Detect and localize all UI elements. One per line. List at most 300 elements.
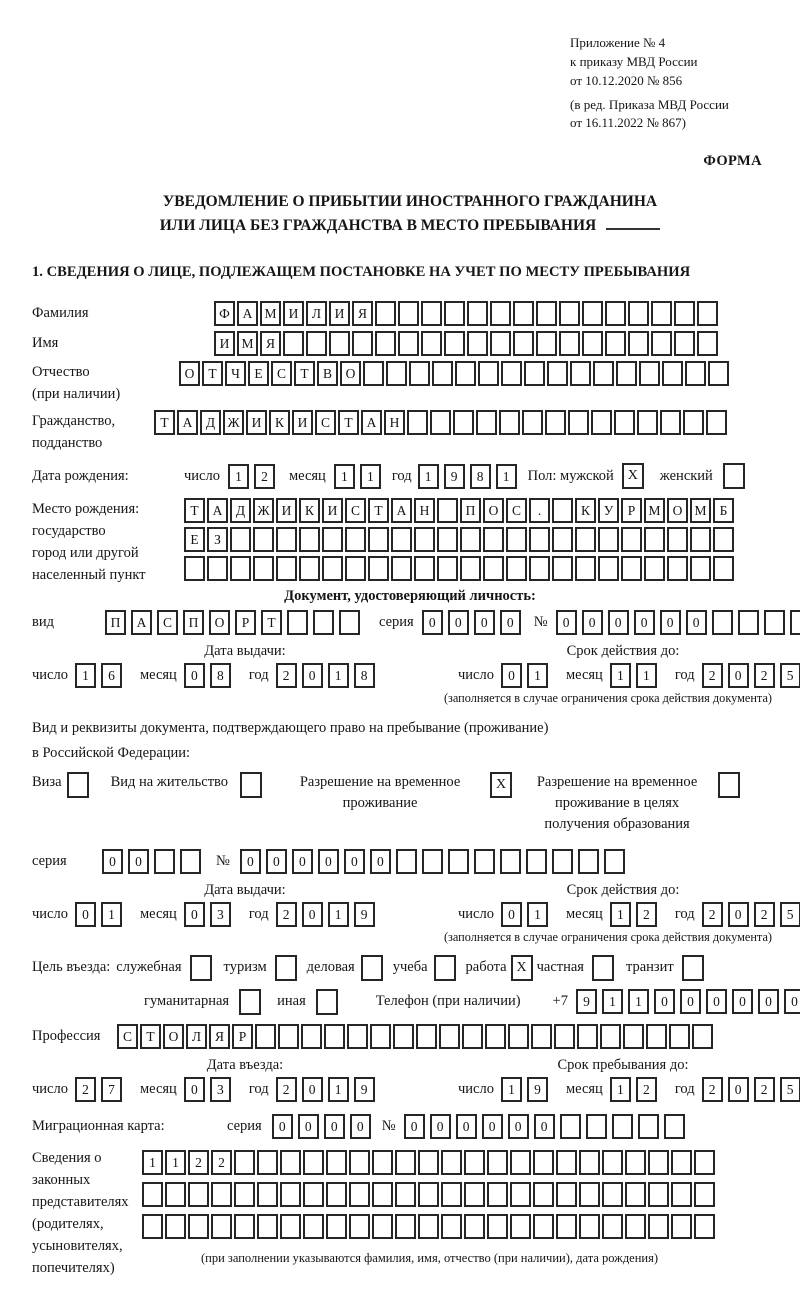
residence-expiry-month-cells[interactable] [610,902,662,927]
char-cell[interactable]: 0 [758,989,779,1014]
char-cell[interactable]: 5 [780,663,800,688]
char-cell[interactable] [375,301,396,326]
char-cell[interactable] [142,1182,163,1207]
char-cell[interactable]: А [207,498,228,523]
char-cell[interactable] [605,301,626,326]
char-cell[interactable] [536,331,557,356]
char-cell[interactable] [683,410,704,435]
char-cell[interactable] [421,301,442,326]
char-cell[interactable]: И [214,331,235,356]
char-cell[interactable]: Т [202,361,223,386]
sex-male-checkbox[interactable]: X [622,463,644,489]
char-cell[interactable]: С [506,498,527,523]
option-private-checkbox[interactable] [592,955,614,981]
char-cell[interactable] [391,527,412,552]
char-cell[interactable] [467,331,488,356]
migration-number-cells[interactable] [404,1114,690,1139]
char-cell[interactable]: 0 [344,849,365,874]
char-cell[interactable] [667,556,688,581]
char-cell[interactable] [349,1214,370,1239]
char-cell[interactable] [602,1182,623,1207]
char-cell[interactable]: 0 [482,1114,503,1139]
option-temp-residence-checkbox[interactable]: X [490,772,512,798]
char-cell[interactable] [598,527,619,552]
char-cell[interactable] [460,527,481,552]
char-cell[interactable]: 1 [496,464,517,489]
char-cell[interactable] [694,1214,715,1239]
option-business-checkbox[interactable] [361,955,383,981]
char-cell[interactable] [253,556,274,581]
char-cell[interactable] [529,527,550,552]
char-cell[interactable] [651,331,672,356]
char-cell[interactable] [370,1024,391,1049]
char-cell[interactable] [697,301,718,326]
char-cell[interactable] [180,849,201,874]
birth-month-cells[interactable] [334,464,386,489]
char-cell[interactable]: 9 [576,989,597,1014]
phone-cells[interactable] [576,989,800,1014]
char-cell[interactable]: 0 [102,849,123,874]
char-cell[interactable] [637,410,658,435]
char-cell[interactable] [253,527,274,552]
char-cell[interactable] [690,527,711,552]
char-cell[interactable]: 0 [292,849,313,874]
char-cell[interactable]: О [163,1024,184,1049]
char-cell[interactable]: 0 [240,849,261,874]
char-cell[interactable] [644,556,665,581]
char-cell[interactable]: У [598,498,619,523]
char-cell[interactable] [188,1182,209,1207]
char-cell[interactable] [462,1024,483,1049]
char-cell[interactable] [345,556,366,581]
char-cell[interactable] [669,1024,690,1049]
char-cell[interactable] [414,527,435,552]
char-cell[interactable] [324,1024,345,1049]
char-cell[interactable] [276,556,297,581]
char-cell[interactable]: 0 [422,610,443,635]
char-cell[interactable] [524,361,545,386]
char-cell[interactable] [395,1150,416,1175]
char-cell[interactable]: Ж [253,498,274,523]
char-cell[interactable] [579,1150,600,1175]
char-cell[interactable] [280,1150,301,1175]
char-cell[interactable]: С [157,610,178,635]
char-cell[interactable] [257,1150,278,1175]
sex-female-checkbox[interactable] [723,463,745,489]
char-cell[interactable] [526,849,547,874]
option-residence-permit-checkbox[interactable] [240,772,262,798]
char-cell[interactable]: 0 [302,663,323,688]
residence-expiry-day-cells[interactable] [501,902,553,927]
char-cell[interactable]: 0 [302,902,323,927]
char-cell[interactable] [692,1024,713,1049]
char-cell[interactable]: 9 [527,1077,548,1102]
char-cell[interactable] [326,1150,347,1175]
char-cell[interactable] [552,498,573,523]
char-cell[interactable]: 8 [354,663,375,688]
char-cell[interactable] [464,1214,485,1239]
char-cell[interactable] [257,1214,278,1239]
char-cell[interactable] [441,1150,462,1175]
char-cell[interactable] [474,849,495,874]
char-cell[interactable] [529,556,550,581]
char-cell[interactable] [648,1150,669,1175]
char-cell[interactable] [339,610,360,635]
char-cell[interactable] [467,301,488,326]
char-cell[interactable] [570,361,591,386]
char-cell[interactable] [375,331,396,356]
char-cell[interactable]: 2 [702,663,723,688]
char-cell[interactable] [211,1214,232,1239]
char-cell[interactable]: 2 [276,902,297,927]
stay-day-cells[interactable] [501,1077,553,1102]
char-cell[interactable] [552,849,573,874]
char-cell[interactable] [444,301,465,326]
char-cell[interactable]: Н [384,410,405,435]
char-cell[interactable]: Б [713,498,734,523]
char-cell[interactable]: 0 [448,610,469,635]
char-cell[interactable] [605,331,626,356]
char-cell[interactable] [628,331,649,356]
char-cell[interactable] [713,556,734,581]
char-cell[interactable] [764,610,785,635]
char-cell[interactable] [510,1182,531,1207]
char-cell[interactable] [694,1182,715,1207]
char-cell[interactable] [579,1214,600,1239]
char-cell[interactable] [393,1024,414,1049]
char-cell[interactable] [559,331,580,356]
char-cell[interactable] [349,1182,370,1207]
char-cell[interactable] [500,849,521,874]
char-cell[interactable]: 3 [210,902,231,927]
char-cell[interactable]: 0 [456,1114,477,1139]
char-cell[interactable]: 0 [302,1077,323,1102]
char-cell[interactable] [409,361,430,386]
char-cell[interactable] [372,1150,393,1175]
char-cell[interactable]: 0 [75,902,96,927]
char-cell[interactable] [287,610,308,635]
char-cell[interactable]: Т [140,1024,161,1049]
char-cell[interactable] [660,410,681,435]
char-cell[interactable]: Т [368,498,389,523]
char-cell[interactable] [623,1024,644,1049]
char-cell[interactable] [531,1024,552,1049]
doc-expiry-day-cells[interactable] [501,663,553,688]
char-cell[interactable] [283,331,304,356]
char-cell[interactable] [437,498,458,523]
char-cell[interactable] [671,1150,692,1175]
char-cell[interactable] [490,301,511,326]
char-cell[interactable] [418,1150,439,1175]
char-cell[interactable]: 0 [556,610,577,635]
char-cell[interactable] [508,1024,529,1049]
citizenship-cells[interactable] [154,410,729,435]
char-cell[interactable] [598,556,619,581]
birthplace-cells-row2[interactable] [184,527,736,552]
char-cell[interactable]: 0 [654,989,675,1014]
char-cell[interactable] [398,301,419,326]
char-cell[interactable] [713,527,734,552]
char-cell[interactable]: 1 [602,989,623,1014]
char-cell[interactable]: 2 [636,1077,657,1102]
char-cell[interactable] [568,410,589,435]
char-cell[interactable]: Я [260,331,281,356]
char-cell[interactable] [614,410,635,435]
char-cell[interactable]: М [260,301,281,326]
char-cell[interactable]: 1 [228,464,249,489]
char-cell[interactable] [432,361,453,386]
char-cell[interactable] [439,1024,460,1049]
char-cell[interactable] [329,331,350,356]
char-cell[interactable]: С [117,1024,138,1049]
char-cell[interactable] [533,1214,554,1239]
char-cell[interactable]: Т [338,410,359,435]
char-cell[interactable] [554,1024,575,1049]
char-cell[interactable] [499,410,520,435]
profession-cells[interactable] [117,1024,715,1049]
char-cell[interactable] [276,527,297,552]
char-cell[interactable] [326,1214,347,1239]
char-cell[interactable]: 0 [728,902,749,927]
char-cell[interactable]: 0 [370,849,391,874]
char-cell[interactable] [556,1182,577,1207]
char-cell[interactable] [165,1214,186,1239]
char-cell[interactable]: М [644,498,665,523]
char-cell[interactable] [395,1214,416,1239]
char-cell[interactable]: 0 [184,663,205,688]
char-cell[interactable] [430,410,451,435]
char-cell[interactable]: 2 [276,1077,297,1102]
char-cell[interactable]: И [276,498,297,523]
char-cell[interactable] [708,361,729,386]
char-cell[interactable]: 2 [188,1150,209,1175]
char-cell[interactable] [586,1114,607,1139]
char-cell[interactable]: С [345,498,366,523]
char-cell[interactable] [506,527,527,552]
char-cell[interactable]: 1 [610,1077,631,1102]
char-cell[interactable] [441,1214,462,1239]
char-cell[interactable]: 0 [660,610,681,635]
char-cell[interactable] [414,556,435,581]
char-cell[interactable]: 1 [165,1150,186,1175]
doc-kind-cells[interactable] [105,610,365,635]
char-cell[interactable] [372,1182,393,1207]
char-cell[interactable] [536,301,557,326]
char-cell[interactable] [556,1150,577,1175]
char-cell[interactable]: 7 [101,1077,122,1102]
char-cell[interactable] [349,1150,370,1175]
birthplace-cells-row1[interactable] [184,498,736,523]
char-cell[interactable]: И [283,301,304,326]
char-cell[interactable] [506,556,527,581]
char-cell[interactable]: С [271,361,292,386]
char-cell[interactable]: Т [154,410,175,435]
char-cell[interactable] [602,1150,623,1175]
char-cell[interactable] [460,556,481,581]
patronymic-cells[interactable] [179,361,731,386]
residence-issue-year-cells[interactable] [276,902,380,927]
char-cell[interactable] [299,556,320,581]
char-cell[interactable] [602,1214,623,1239]
char-cell[interactable]: Ф [214,301,235,326]
char-cell[interactable]: 0 [534,1114,555,1139]
entry-month-cells[interactable] [184,1077,236,1102]
char-cell[interactable]: 0 [501,902,522,927]
char-cell[interactable] [579,1182,600,1207]
char-cell[interactable]: Р [621,498,642,523]
char-cell[interactable] [363,361,384,386]
char-cell[interactable]: 0 [500,610,521,635]
stay-month-cells[interactable] [610,1077,662,1102]
char-cell[interactable] [487,1182,508,1207]
birth-day-cells[interactable] [228,464,280,489]
firstname-cells[interactable] [214,331,720,356]
char-cell[interactable]: 0 [430,1114,451,1139]
residence-number-cells[interactable] [240,849,630,874]
entry-day-cells[interactable] [75,1077,127,1102]
char-cell[interactable] [578,849,599,874]
char-cell[interactable] [706,410,727,435]
char-cell[interactable]: Ж [223,410,244,435]
char-cell[interactable]: 1 [501,1077,522,1102]
migration-series-cells[interactable] [272,1114,376,1139]
char-cell[interactable] [407,410,428,435]
char-cell[interactable] [667,527,688,552]
char-cell[interactable]: К [269,410,290,435]
char-cell[interactable]: 0 [634,610,655,635]
char-cell[interactable]: 0 [404,1114,425,1139]
representatives-cells-row2[interactable] [142,1182,717,1207]
representatives-cells-row3[interactable] [142,1214,717,1239]
char-cell[interactable]: О [209,610,230,635]
char-cell[interactable]: 2 [75,1077,96,1102]
char-cell[interactable] [395,1182,416,1207]
char-cell[interactable] [453,410,474,435]
char-cell[interactable] [280,1182,301,1207]
option-work-checkbox[interactable]: X [511,955,533,981]
char-cell[interactable] [575,527,596,552]
char-cell[interactable]: О [179,361,200,386]
char-cell[interactable] [648,1214,669,1239]
char-cell[interactable] [560,1114,581,1139]
char-cell[interactable] [547,361,568,386]
char-cell[interactable]: 0 [728,663,749,688]
char-cell[interactable] [368,527,389,552]
char-cell[interactable]: 9 [354,1077,375,1102]
doc-expiry-month-cells[interactable] [610,663,662,688]
char-cell[interactable] [368,556,389,581]
char-cell[interactable]: 2 [702,1077,723,1102]
char-cell[interactable] [671,1182,692,1207]
char-cell[interactable]: О [483,498,504,523]
char-cell[interactable] [188,1214,209,1239]
char-cell[interactable] [464,1182,485,1207]
char-cell[interactable]: Л [186,1024,207,1049]
char-cell[interactable] [421,331,442,356]
char-cell[interactable]: И [292,410,313,435]
char-cell[interactable] [278,1024,299,1049]
residence-series-cells[interactable] [102,849,206,874]
char-cell[interactable]: И [322,498,343,523]
char-cell[interactable] [211,1182,232,1207]
char-cell[interactable]: Ч [225,361,246,386]
char-cell[interactable]: П [183,610,204,635]
char-cell[interactable]: 5 [780,1077,800,1102]
surname-cells[interactable] [214,301,720,326]
residence-expiry-year-cells[interactable] [702,902,800,927]
char-cell[interactable] [322,527,343,552]
char-cell[interactable] [685,361,706,386]
char-cell[interactable] [638,1114,659,1139]
char-cell[interactable] [322,556,343,581]
char-cell[interactable]: 1 [636,663,657,688]
char-cell[interactable]: А [131,610,152,635]
char-cell[interactable] [418,1214,439,1239]
char-cell[interactable] [372,1214,393,1239]
char-cell[interactable]: 0 [706,989,727,1014]
char-cell[interactable] [522,410,543,435]
char-cell[interactable] [671,1214,692,1239]
char-cell[interactable] [347,1024,368,1049]
char-cell[interactable]: К [299,498,320,523]
residence-issue-month-cells[interactable] [184,902,236,927]
char-cell[interactable]: 0 [686,610,707,635]
doc-issue-year-cells[interactable] [276,663,380,688]
option-transit-checkbox[interactable] [682,955,704,981]
char-cell[interactable] [142,1214,163,1239]
char-cell[interactable]: 1 [527,663,548,688]
char-cell[interactable] [257,1182,278,1207]
char-cell[interactable] [662,361,683,386]
char-cell[interactable] [483,556,504,581]
char-cell[interactable]: 2 [211,1150,232,1175]
char-cell[interactable]: 1 [101,902,122,927]
char-cell[interactable] [230,527,251,552]
residence-issue-day-cells[interactable] [75,902,127,927]
char-cell[interactable]: 0 [184,902,205,927]
char-cell[interactable] [352,331,373,356]
char-cell[interactable]: 1 [328,1077,349,1102]
char-cell[interactable]: В [317,361,338,386]
char-cell[interactable]: О [340,361,361,386]
char-cell[interactable]: 0 [680,989,701,1014]
char-cell[interactable]: 0 [474,610,495,635]
char-cell[interactable]: 2 [702,902,723,927]
char-cell[interactable] [513,301,534,326]
char-cell[interactable] [625,1182,646,1207]
char-cell[interactable]: Е [184,527,205,552]
char-cell[interactable]: 0 [501,663,522,688]
char-cell[interactable] [556,1214,577,1239]
stay-year-cells[interactable] [702,1077,800,1102]
char-cell[interactable] [444,331,465,356]
char-cell[interactable] [533,1182,554,1207]
char-cell[interactable]: Т [261,610,282,635]
char-cell[interactable]: 5 [780,902,800,927]
char-cell[interactable]: Р [235,610,256,635]
char-cell[interactable]: 1 [610,663,631,688]
char-cell[interactable] [464,1150,485,1175]
char-cell[interactable] [301,1024,322,1049]
char-cell[interactable] [396,849,417,874]
char-cell[interactable]: 0 [784,989,800,1014]
char-cell[interactable]: 2 [754,663,775,688]
char-cell[interactable] [651,301,672,326]
doc-expiry-year-cells[interactable] [702,663,800,688]
char-cell[interactable] [510,1150,531,1175]
char-cell[interactable] [234,1214,255,1239]
doc-issue-month-cells[interactable] [184,663,236,688]
